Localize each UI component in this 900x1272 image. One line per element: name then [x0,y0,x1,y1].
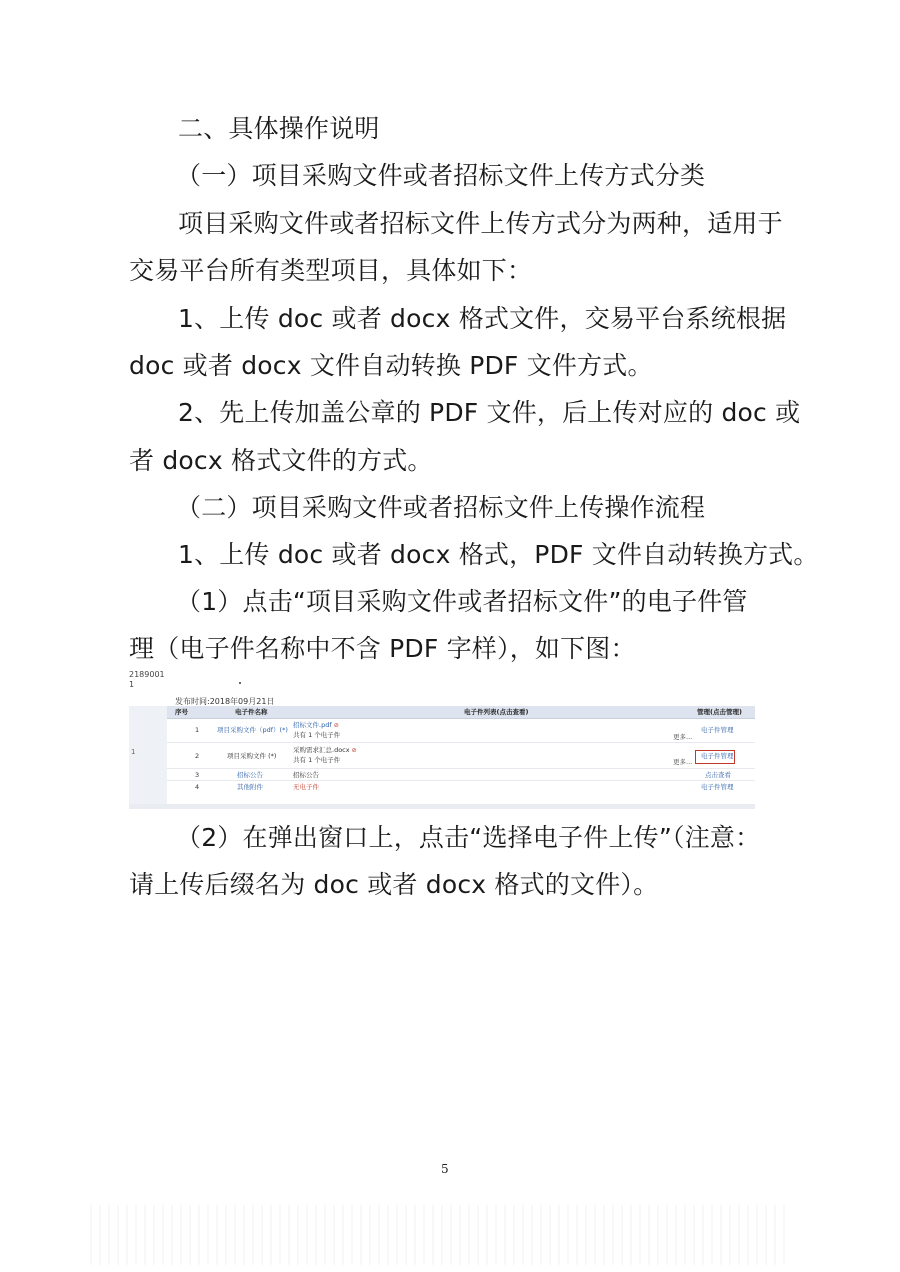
subsection-heading-1: （一）项目采购文件或者招标文件上传方式分类 [176,161,706,190]
row-1-seq: 1 [195,726,200,734]
row-2-manage-link[interactable]: 电子件管理 [701,752,734,760]
row-2-more[interactable]: 更多... [673,758,693,766]
row-2-file[interactable]: 采购需求汇总.docx ⊘ [293,746,357,754]
row-1-name[interactable]: 项目采购文件（pdf）(*) [217,726,288,734]
side-marker: 1 [131,748,136,756]
method-1-line-1: 1、上传 doc 或者 docx 格式文件，交易平台系统根据 [178,304,787,333]
step-1b-line-2: 请上传后缀名为 doc 或者 docx 格式的文件）。 [129,870,659,899]
subsection-heading-2: （二）项目采购文件或者招标文件上传操作流程 [176,493,706,522]
row-3-name[interactable]: 招标公告 [237,771,263,779]
row-1-more[interactable]: 更多... [673,733,693,741]
row-divider [167,780,755,781]
row-2-count: 共有 1 个电子件 [293,756,341,764]
screenshot-top-text-2: 1 [129,680,135,689]
file-table [129,706,755,805]
method-2-line-2: 者 docx 格式文件的方式。 [129,446,433,475]
method-2-line-1: 2、先上传加盖公章的 PDF 文件，后上传对应的 doc 或 [178,398,801,427]
publish-date: 发布时间:2018年09月21日 [175,697,275,706]
screenshot-top-text: 2189001 [129,670,165,679]
section-heading: 二、具体操作说明 [178,114,380,143]
row-1-count: 共有 1 个电子件 [293,731,341,739]
header-name: 电子件名称 [235,708,268,716]
row-4-seq: 4 [195,783,200,791]
table-bottom-bar [129,804,755,809]
step-1b-line-1: （2）在弹出窗口上，点击“选择电子件上传”（注意： [176,823,761,852]
highlight-box [695,750,735,764]
row-divider [167,768,755,769]
step-1: 1、上传 doc 或者 docx 格式，PDF 文件自动转换方式。 [178,540,819,569]
page-number: 5 [441,1162,449,1176]
attachment-icon: ⊘ [351,747,357,754]
row-divider [167,742,755,743]
step-1a-line-1: （1）点击“项目采购文件或者招标文件”的电子件管 [176,587,748,616]
header-manage: 管理(点击管理) [697,708,742,716]
embedded-screenshot [129,670,759,815]
row-4-manage-link[interactable]: 电子件管理 [701,783,734,791]
row-4-file: 无电子件 [293,783,319,791]
row-2-seq: 2 [195,752,200,760]
header-list: 电子件列表(点击查看) [464,708,529,716]
method-1-line-2: doc 或者 docx 文件自动转换 PDF 文件方式。 [129,351,653,380]
screenshot-dot [239,682,241,684]
intro-paragraph-line-1: 项目采购文件或者招标文件上传方式分为两种，适用于 [178,209,783,238]
intro-paragraph-line-2: 交易平台所有类型项目，具体如下： [129,256,533,285]
attachment-icon: ⊘ [333,722,339,729]
row-3-view-link[interactable]: 点击查看 [705,771,731,779]
header-seq: 序号 [175,708,188,716]
row-1-manage-link[interactable]: 电子件管理 [701,726,734,734]
scan-artifact [90,1205,790,1265]
step-1a-line-2: 理（电子件名称中不含 PDF 字样），如下图： [129,634,636,663]
row-3-seq: 3 [195,771,200,779]
row-3-file[interactable]: 招标公告 [293,771,319,779]
row-2-name[interactable]: 项目采购文件 (*) [227,752,277,760]
row-1-file[interactable]: 招标文件.pdf ⊘ [293,721,339,729]
row-4-name[interactable]: 其他附件 [237,783,263,791]
